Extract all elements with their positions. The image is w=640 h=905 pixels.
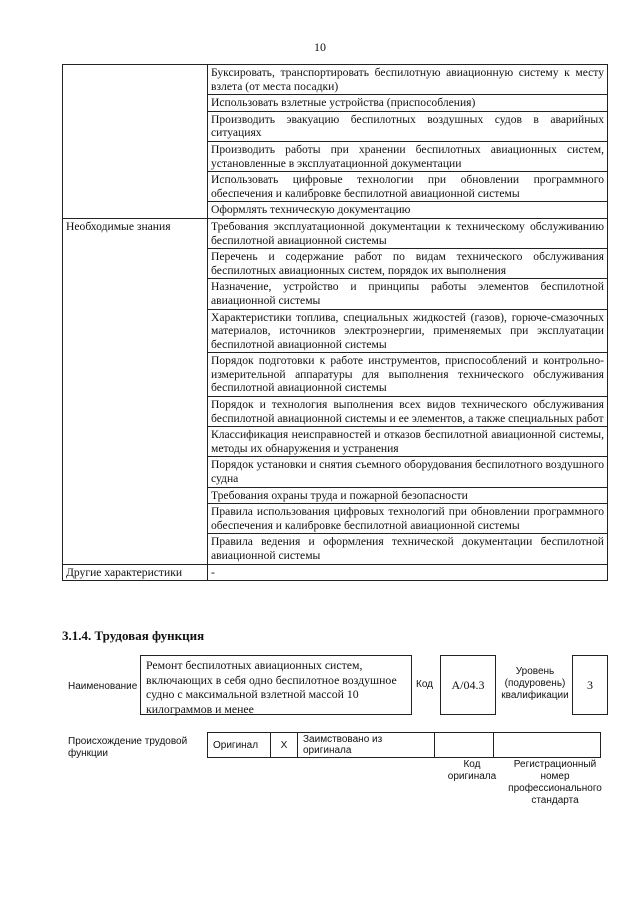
code-box: A/04.3: [440, 655, 496, 715]
row-text-cell: Использовать взлетные устройства (приспособления): [208, 95, 608, 112]
origin-table: [207, 732, 601, 758]
table-row: [63, 65, 608, 95]
row-text-cell: Требования охраны труда и пожарной безопасности: [208, 487, 608, 504]
knowledge-skills-table: [62, 64, 608, 581]
row-text-cell: Характеристики топлива, специальных жидкостей (газов), горюче-смазочных материалов, источников электроэнергии, применяемых при эксплуатации беспилотной авиационной системы: [208, 309, 608, 353]
section-heading: 3.1.4. Трудовая функция: [62, 628, 205, 643]
row-label-cell: Другие характеристики: [63, 564, 208, 581]
row-text-cell: Требования эксплуатационной документации к техническому обслуживанию беспилотной авиационной системы: [208, 218, 608, 248]
row-text-cell: Правила ведения и оформления технической документации беспилотной авиационной системы: [208, 534, 608, 564]
row-label-cell: Необходимые знания: [63, 218, 208, 564]
row-text-cell: Буксировать, транспортировать беспилотную авиационную систему к месту взлета (от места посадки): [208, 65, 608, 95]
code-caption: Код оригинала: [447, 759, 497, 782]
table-row: [63, 564, 608, 581]
row-text-cell: Порядок подготовки к работе инструментов, приспособлений и контрольно-измерительной аппаратуры для выполнения технического обслуживания беспилотной авиационной системы: [208, 353, 608, 397]
original-mark-cell: X: [271, 733, 298, 758]
level-box: 3: [572, 655, 608, 715]
name-label: Наименование: [68, 681, 138, 692]
registration-number-cell: [494, 733, 601, 758]
row-label-cell: [63, 65, 208, 219]
code-label: Код: [416, 679, 434, 690]
row-text-cell: Производить эвакуацию беспилотных воздушных судов в аварийных ситуациях: [208, 111, 608, 141]
origin-label: Происхождение трудовой функции: [68, 736, 188, 759]
registration-caption: Регистрационный номер профессионального стандарта: [508, 759, 602, 806]
row-text-cell: -: [208, 564, 608, 581]
original-code-cell: [435, 733, 494, 758]
row-text-cell: Назначение, устройство и принципы работы элементов беспилотной авиационной системы: [208, 279, 608, 309]
row-text-cell: Производить работы при хранении беспилотных авиационных систем, установленные в эксплуатационной документации: [208, 141, 608, 171]
row-text-cell: Порядок установки и снятия съемного оборудования беспилотного воздушного судна: [208, 457, 608, 487]
row-text-cell: Использовать цифровые технологии при обновлении программного обеспечения и калибровке беспилотной авиационной системы: [208, 172, 608, 202]
original-label-cell: Оригинал: [208, 733, 271, 758]
function-name-box: Ремонт беспилотных авиационных систем, включающих в себя одно беспилотное воздушное судно с максимальной взлетной массой 10 килограммов и менее: [140, 655, 412, 715]
table-row: [63, 218, 608, 248]
row-text-cell: Перечень и содержание работ по видам технического обслуживания беспилотных авиационных систем, порядок их выполнения: [208, 249, 608, 279]
row-text-cell: Классификация неисправностей и отказов беспилотной авиационной системы, методы их обнаружения и устранения: [208, 427, 608, 457]
level-label: Уровень (подуровень) квалификации: [501, 666, 569, 701]
row-text-cell: Порядок и технология выполнения всех видов технического обслуживания беспилотной авиационной системы и ее элементов, а также специальных работ: [208, 397, 608, 427]
borrowed-label-cell: Заимствовано из оригинала: [298, 733, 435, 758]
page-number: 10: [314, 40, 326, 54]
row-text-cell: Правила использования цифровых технологий при обновлении программного обеспечения и калибровке беспилотной авиационной системы: [208, 504, 608, 534]
row-text-cell: Оформлять техническую документацию: [208, 202, 608, 219]
